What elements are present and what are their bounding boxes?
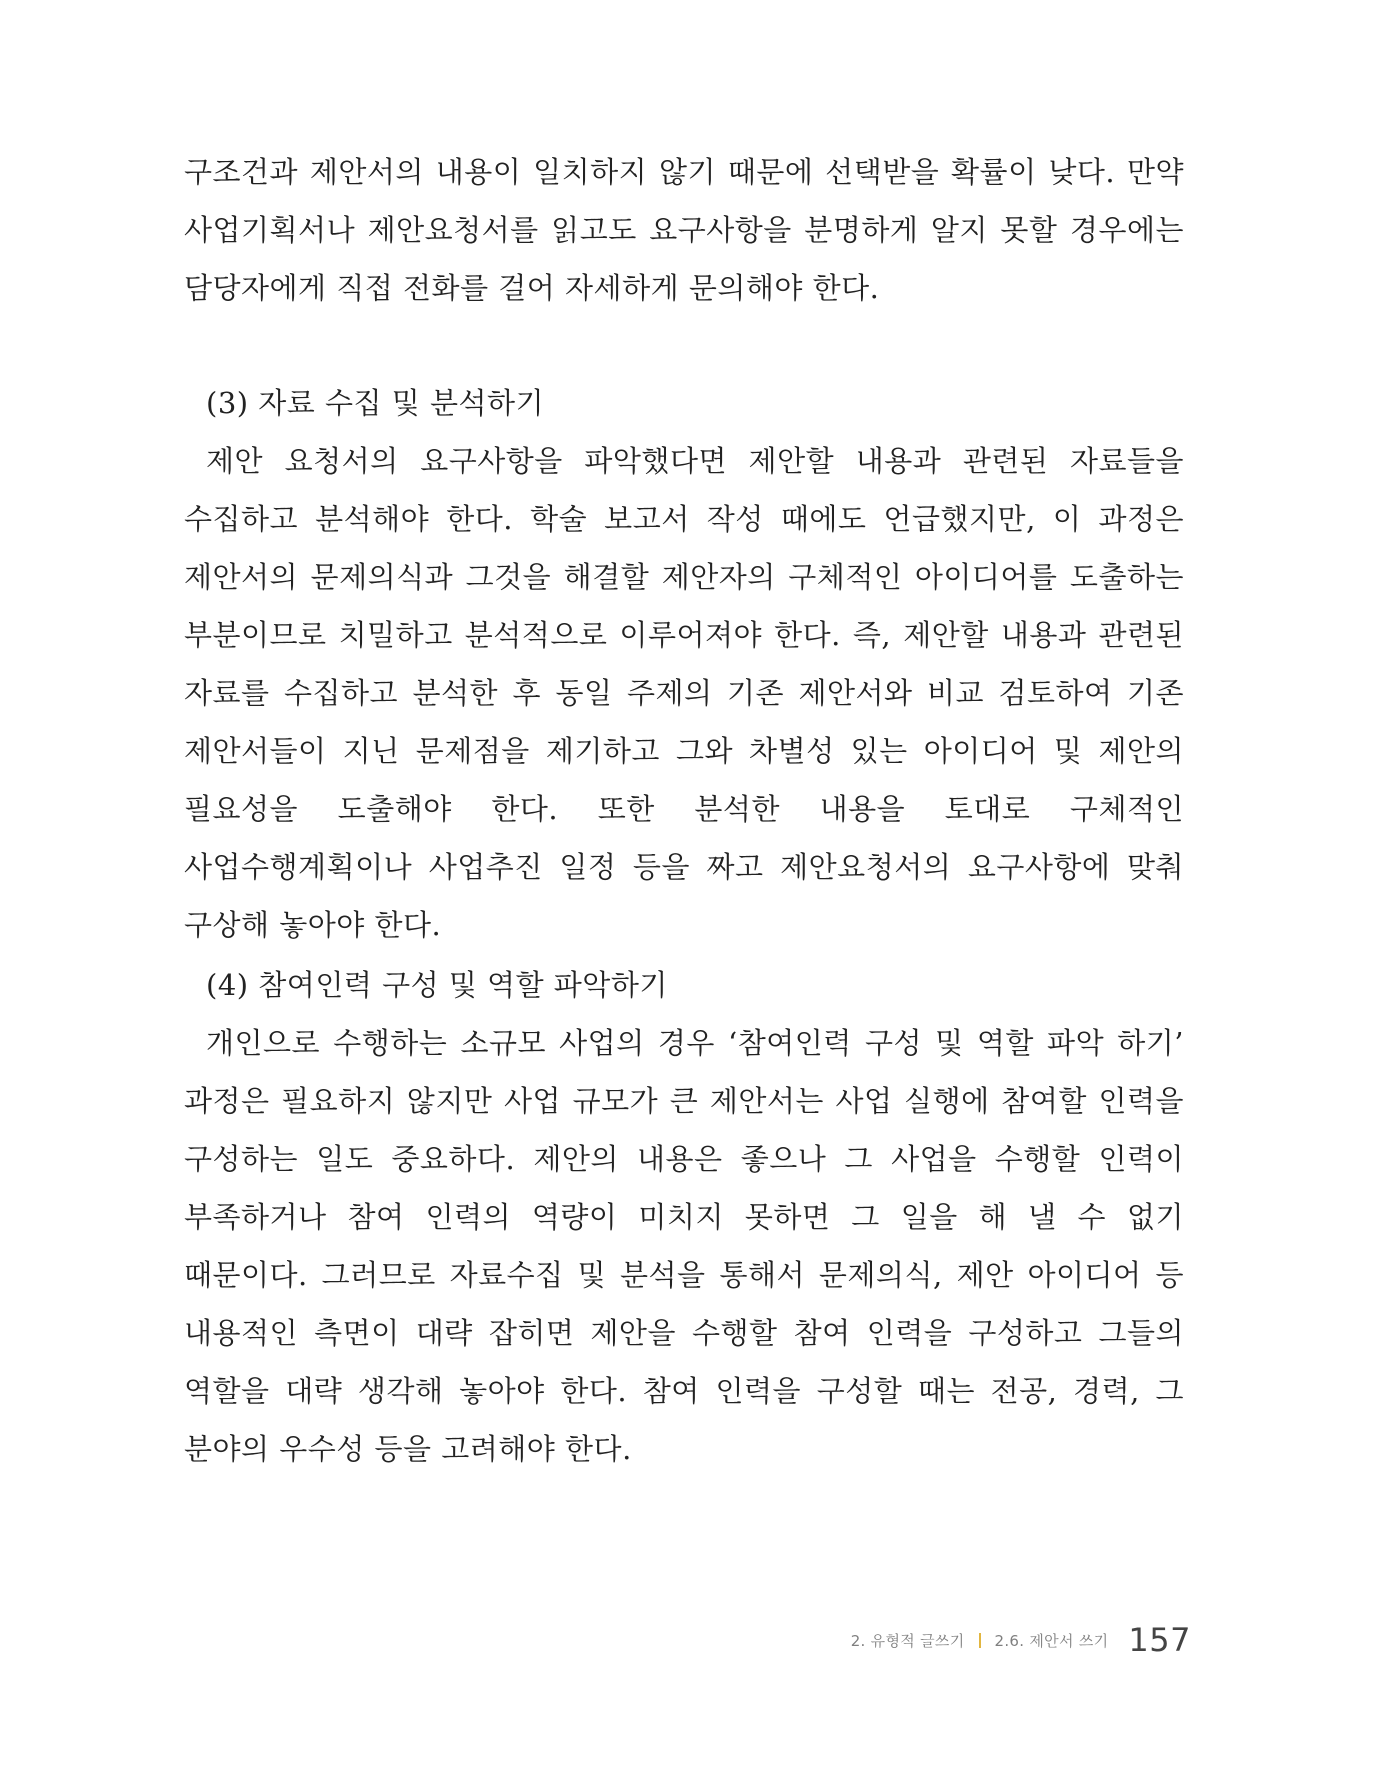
page-number: 157 (1128, 1621, 1191, 1659)
footer-section-title: 2.6. 제안서 쓰기 (994, 1631, 1109, 1650)
section-3 (184, 374, 1184, 954)
section-3-body: 제안 요청서의 요구사항을 파악했다면 제안할 내용과 관련된 자료들을 수집하고 분석해야 한다. 학술 보고서 작성 때에도 언급했지만, 이 과정은 제안서의 문제의식과 그것을 해결할 제안자의 구체적인 아이디어를 도출하는 부분이므로 치밀하고 분석적으로 이루어져야 한다. 즉, 제안할 내용과 관련된 자료를 수집하고 분석한 후 동일 주제의 기존 제안서와 비교 검토하여 기존 제안서들이 지닌 문제점을 제기하고 그와 차별성 있는 아이디어 및 제안의 필요성을 도출해야 한다. 또한 분석한 내용을 토대로 구체적인 사업수행계획이나 사업추진 일정 등을 짜고 제안요청서의 요구사항에 맞춰 구상해 놓아야 한다. (184, 444, 1184, 942)
page-footer (851, 1610, 1191, 1670)
intro-paragraph: 구조건과 제안서의 내용이 일치하지 않기 때문에 선택받을 확률이 낮다. 만약 사업기획서나 제안요청서를 읽고도 요구사항을 분명하게 알지 못할 경우에는 담당자에게 직접 전화를 걸어 자세하게 문의해야 한다. (184, 155, 1184, 305)
intro-block (184, 143, 1184, 317)
section-4 (184, 956, 1184, 1478)
section-3-heading: (3) 자료 수집 및 분석하기 (206, 386, 545, 420)
section-4-body: 개인으로 수행하는 소규모 사업의 경우 ‘참여인력 구성 및 역할 파악 하기’ 과정은 필요하지 않지만 사업 규모가 큰 제안서는 사업 실행에 참여할 인력을 구성하는 일도 중요하다. 제안의 내용은 좋으나 그 사업을 수행할 인력이 부족하거나 참여 인력의 역량이 미치지 못하면 그 일을 해 낼 수 없기 때문이다. 그러므로 자료수집 및 분석을 통해서 문제의식, 제안 아이디어 등 내용적인 측면이 대략 잡히면 제안을 수행할 참여 인력을 구성하고 그들의 역할을 대략 생각해 놓아야 한다. 참여 인력을 구성할 때는 전공, 경력, 그 분야의 우수성 등을 고려해야 한다. (184, 1026, 1184, 1466)
footer-chapter-title: 2. 유형적 글쓰기 (850, 1631, 965, 1650)
footer-separator (979, 1633, 981, 1648)
section-4-heading: (4) 참여인력 구성 및 역할 파악하기 (206, 968, 668, 1002)
